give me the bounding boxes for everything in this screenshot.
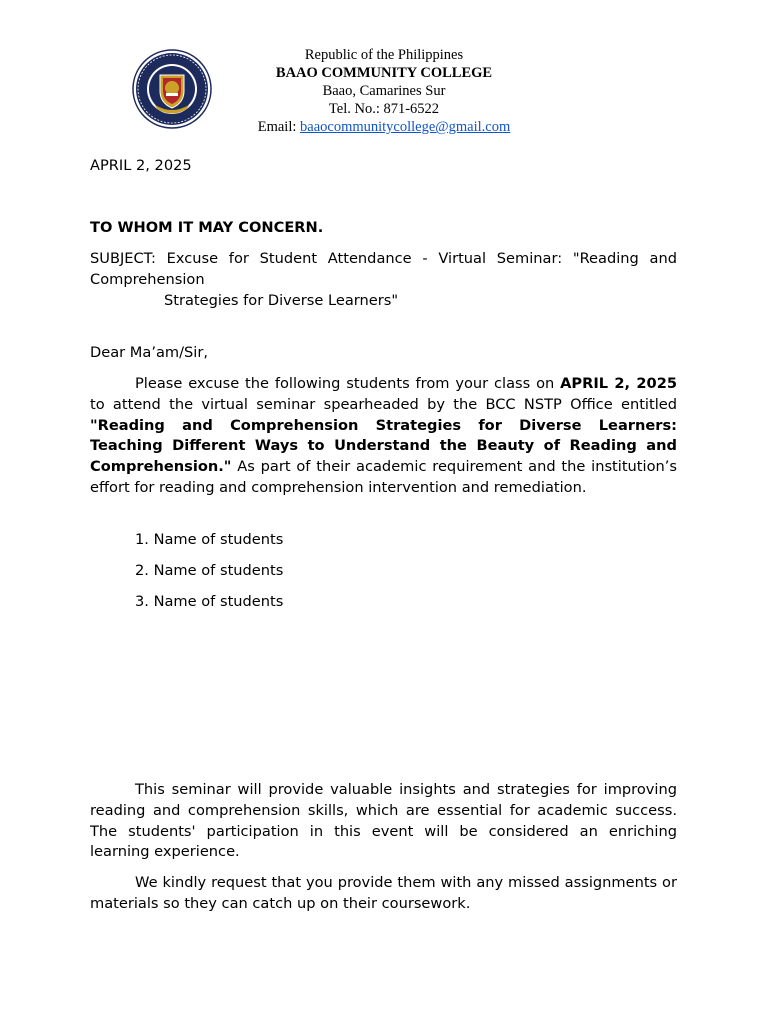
paragraph-benefits: This seminar will provide valuable insights and strategies for improving reading and comprehension skills, which are essential for academic success. The students' participation in this event will be considered an enriching learning experience. <box>90 781 677 861</box>
college-name: BAAO COMMUNITY COLLEGE <box>275 65 493 81</box>
paragraph-request <box>90 374 677 499</box>
letter-date: APRIL 2, 2025 <box>90 157 192 174</box>
email-link[interactable]: baaocommunitycollege@gmail.com <box>300 119 511 135</box>
seminar-date: APRIL 2, 2025 <box>560 375 678 392</box>
college-address: Baao, Camarines Sur <box>322 83 446 99</box>
subject-line: SUBJECT: Excuse for Student Attendance - Virtual Seminar: "Reading and Comprehension <box>90 250 677 288</box>
seminar-title: "Reading and Comprehension Strategies for Diverse Learners: Teaching Different Ways to Understand the Beauty of Reading and Comprehension." <box>90 416 677 476</box>
email-line <box>180 118 588 136</box>
para1-text-2: to attend the virtual seminar spearheaded by the BCC NSTP Office entitled <box>90 395 677 413</box>
student-list-item: 1. Name of students <box>135 531 284 548</box>
email-label: Email: <box>257 119 301 135</box>
greeting: Dear Ma’am/Sir, <box>90 344 209 361</box>
para1-text-1: Please excuse the following students from your class on <box>135 375 561 392</box>
letterhead <box>180 46 588 136</box>
paragraph-closing-request: We kindly request that you provide them with any missed assignments or materials so they can catch up on their coursework. <box>90 874 677 912</box>
republic-text: Republic of the Philippines <box>304 47 464 63</box>
to-whom-heading: TO WHOM IT MAY CONCERN. <box>90 219 324 236</box>
subject-continuation: Strategies for Diverse Learners" <box>164 292 399 309</box>
student-list-item: 2. Name of students <box>135 562 284 579</box>
para1-text-3: As part of their academic requirement and the institution’s effort for reading and comprehension intervention and remediation. <box>90 458 677 496</box>
telephone-number: Tel. No.: 871-6522 <box>328 101 440 117</box>
student-list-item: 3. Name of students <box>135 593 284 610</box>
